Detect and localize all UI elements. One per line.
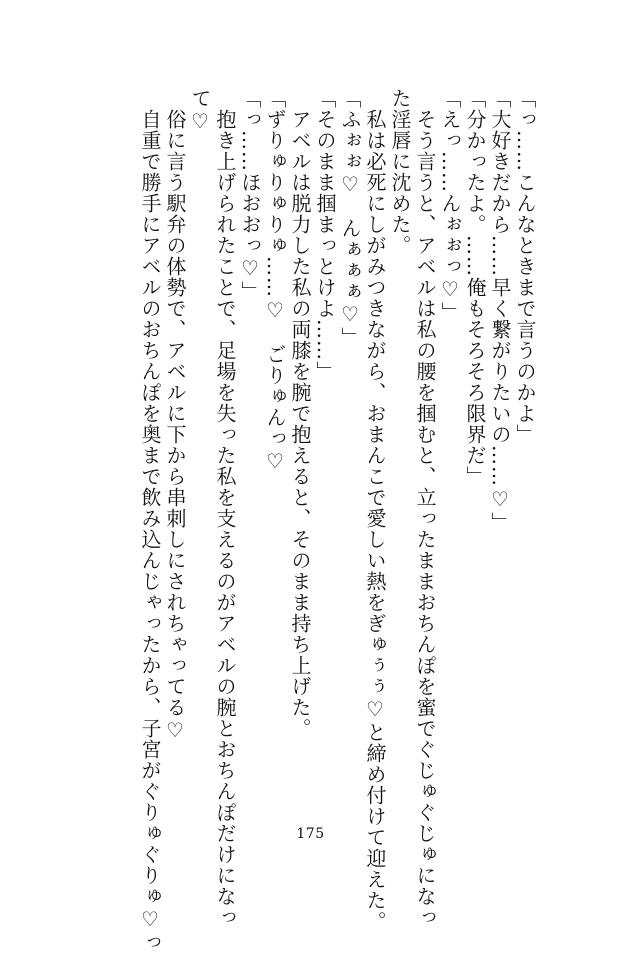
text-line: た淫唇に沈めた。: [388, 88, 412, 256]
text-line: 「そのまま掴まっとけよ……」: [313, 88, 337, 382]
text-line: 私は必死にしがみつきながら、おまんこで愛しい熱をぎゅぅぅ♡と締め付けて迎えた。: [363, 88, 387, 932]
page-number: 175: [296, 826, 325, 842]
text-line: 「分かったよ。……俺もそろそろ限界だ」: [463, 88, 487, 487]
text-line: アベルは脱力した私の両膝を腕で抱えると、そのまま持ち上げた。: [288, 88, 312, 739]
text-line: そう言うと、アベルは私の腰を掴むと、立ったままおちんぽを蜜でぐじゅぐじゅになっ: [413, 88, 437, 928]
text-line: 自重で勝手にアベルのおちんぽを奥まで飲み込んじゃったから、子宮がぐりゅぐりゅ♡っ: [138, 88, 162, 953]
text-line: 「えっ……んぉぉっ♡」: [438, 88, 462, 323]
text-line: 抱き上げられたことで、足場を失った私を支えるのがアベルの腕とおちんぽだけになっ: [213, 88, 237, 928]
text-line: 「ふぉぉ♡ んぁぁぁ♡」: [338, 88, 362, 348]
text-line: 「っ……こんなときまで言うのかよ」: [513, 88, 537, 445]
text-line: て♡: [188, 88, 212, 134]
text-line: 「大好きだから……早く繋がりたいの……♡」: [488, 88, 512, 533]
text-line: 「っ……ほおおっ♡」: [238, 88, 262, 302]
text-line: 「ずりゅりゅりゅ……♡ ごりゅんっ♡: [263, 88, 287, 474]
text-line: 俗に言う駅弁の体勢で、アベルに下から串刺しにされちゃってる♡: [163, 88, 187, 743]
